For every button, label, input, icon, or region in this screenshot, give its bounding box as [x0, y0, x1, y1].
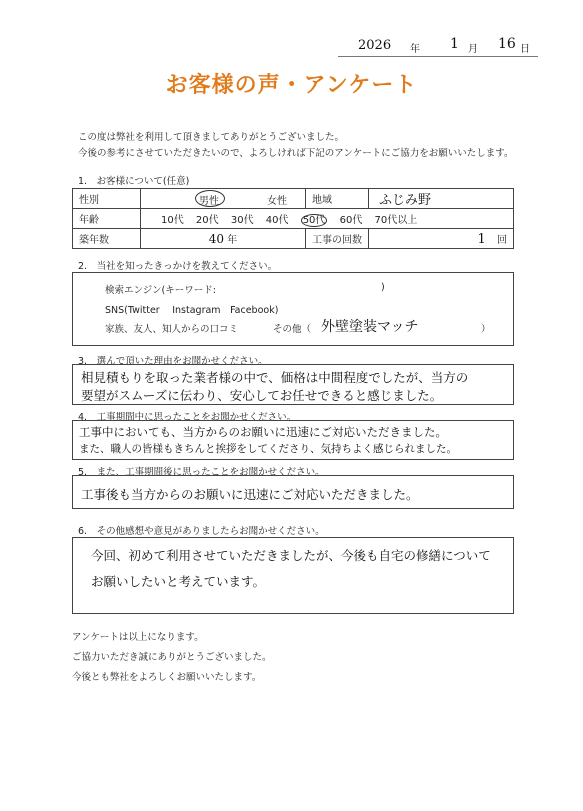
section1-heading: 1. お客様について(任意) [78, 176, 190, 187]
age-50: 50代 [302, 215, 326, 226]
section6-box [72, 537, 514, 614]
date-year-unit: 年 [410, 44, 420, 55]
region-value [369, 189, 514, 209]
family-label: 家族、友人、知人からの口コミ [105, 324, 239, 335]
date-day-unit: 日 [520, 44, 530, 55]
other-close: ） [481, 324, 491, 335]
male-option: 男性 [199, 196, 219, 207]
age-30: 30代 [230, 215, 254, 226]
date-month-unit: 月 [468, 44, 478, 55]
footer-line-1: アンケートは以上になります。 [72, 632, 204, 643]
work-count-unit: 回 [497, 234, 507, 246]
date-year: 2026 [358, 38, 392, 53]
gender-label: 性別 [73, 189, 141, 209]
section3-answer-line-1: 相見積もりを取った業者様の中で、価格は中間程度でしたが、当方の [81, 370, 469, 385]
section5-box [72, 475, 514, 509]
date-month: 1 [450, 36, 459, 52]
section4-heading: 4. 工事期間中に思ったことをお聞かせください。 [78, 412, 297, 423]
customer-info-table [72, 188, 514, 249]
age-60: 60代 [339, 215, 363, 226]
region-handwritten: ふじみ野 [379, 193, 432, 208]
section4-box [72, 420, 514, 460]
region-label: 地域 [306, 189, 369, 209]
section3-box [72, 364, 514, 405]
section3-answer-line-2: 要望がスムーズに伝わり、安心してお任せできると感じました。 [81, 388, 443, 403]
age-20: 20代 [195, 215, 219, 226]
date-day: 16 [498, 36, 516, 52]
search-engine-close: ) [381, 282, 385, 293]
age-options [141, 209, 514, 229]
work-count-label: 工事の回数 [306, 229, 369, 249]
other-value: 外壁塗装マッチ [321, 319, 419, 335]
date-underline [338, 56, 538, 57]
section5-answer-line-1: 工事後も当方からのお願いに迅速にご対応いただきました。 [81, 487, 419, 502]
intro-line-2: 今後の参考にさせていただきたいので、よろしければ下記のアンケートにご協力をお願いいたします。 [78, 148, 514, 159]
section2-heading: 2. 当社を知ったきっかけを教えてください。 [78, 261, 278, 272]
section6-answer-line-1: 今回、初めて利用させていただきましたが、今後も自宅の修繕について [91, 548, 491, 563]
building-age-label: 築年数 [73, 229, 141, 249]
age-70-plus: 70代以上 [374, 215, 418, 226]
age-40: 40代 [265, 215, 289, 226]
footer-line-3: 今後とも弊社をよろしくお願いいたします。 [72, 672, 262, 683]
work-count-value: 1 [477, 231, 486, 247]
section3-heading: 3. 選んで頂いた理由をお聞かせください。 [78, 356, 268, 367]
footer-line-2: ご協力いただき誠にありがとうございました。 [72, 652, 272, 663]
building-age-value: 40 [208, 232, 225, 246]
building-age-cell [141, 229, 306, 249]
work-count-cell [369, 229, 514, 249]
female-option: 女性 [267, 196, 287, 207]
building-age-unit: 年 [227, 235, 238, 246]
section4-answer-line-1: 工事中においても、当方からのお願いに迅速にご対応いただきました。 [79, 425, 447, 439]
gender-options [141, 189, 306, 209]
search-engine-label: 検索エンジン(キーワード: [105, 285, 216, 296]
age-label: 年齢 [73, 209, 141, 229]
male-circle-mark [195, 190, 225, 207]
section6-heading: 6. その他感想や意見がありましたらお聞かせください。 [78, 526, 325, 537]
other-label: その他（ [273, 324, 312, 335]
date-line [338, 38, 538, 56]
section5-heading: 5. また、工事期間後に思ったことをお聞かせください。 [78, 467, 325, 478]
section6-answer-line-2: お願いしたいと考えています。 [91, 574, 266, 589]
section4-answer-line-2: また、職人の皆様もきちんと挨拶をしてくださり、気持ちよく感じられました。 [79, 443, 457, 455]
page-title: お客様の声・アンケート [165, 73, 418, 98]
intro-line-1: この度は弊社を利用して頂きましてありがとうございました。 [78, 132, 345, 143]
section2-box [72, 272, 514, 346]
sns-label: SNS(Twitter Instagram Facebook) [105, 305, 279, 316]
age-10: 10代 [161, 215, 184, 226]
